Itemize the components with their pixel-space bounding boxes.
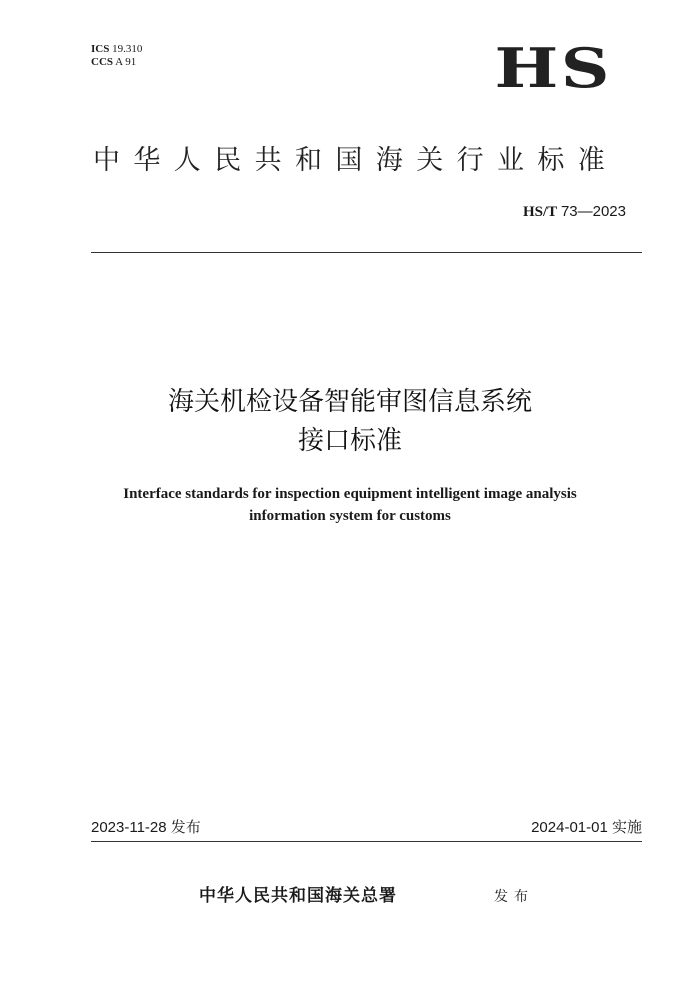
standard-number xyxy=(523,203,626,221)
title-cn-line2: 接口标准 xyxy=(297,426,402,456)
standard-prefix: HS/T xyxy=(523,204,558,220)
title-en-line1: Interface standards for inspection equipment intelligent image analysis xyxy=(123,486,577,502)
classification-codes xyxy=(91,43,142,69)
bottom-divider xyxy=(91,841,642,842)
hs-logo: HS xyxy=(494,36,612,100)
implementation-date: 2024-01-01 实施 xyxy=(531,819,642,836)
title-cn-line1: 海关机检设备智能审图信息系统 xyxy=(167,387,532,417)
ics-code: ICS 19.310 xyxy=(91,43,143,55)
organization-title: 中华人民共和国海关行业标准 xyxy=(93,145,619,176)
standard-code: 73—2023 xyxy=(560,203,626,220)
title-en-line2: information system for customs xyxy=(249,508,451,524)
issue-date: 2023-11-28 发布 xyxy=(91,819,201,836)
ccs-code: CCS A 91 xyxy=(91,56,137,68)
publish-label: 发布 xyxy=(494,889,534,905)
publisher: 中华人民共和国海关总署 xyxy=(199,886,397,906)
top-divider xyxy=(91,252,642,253)
